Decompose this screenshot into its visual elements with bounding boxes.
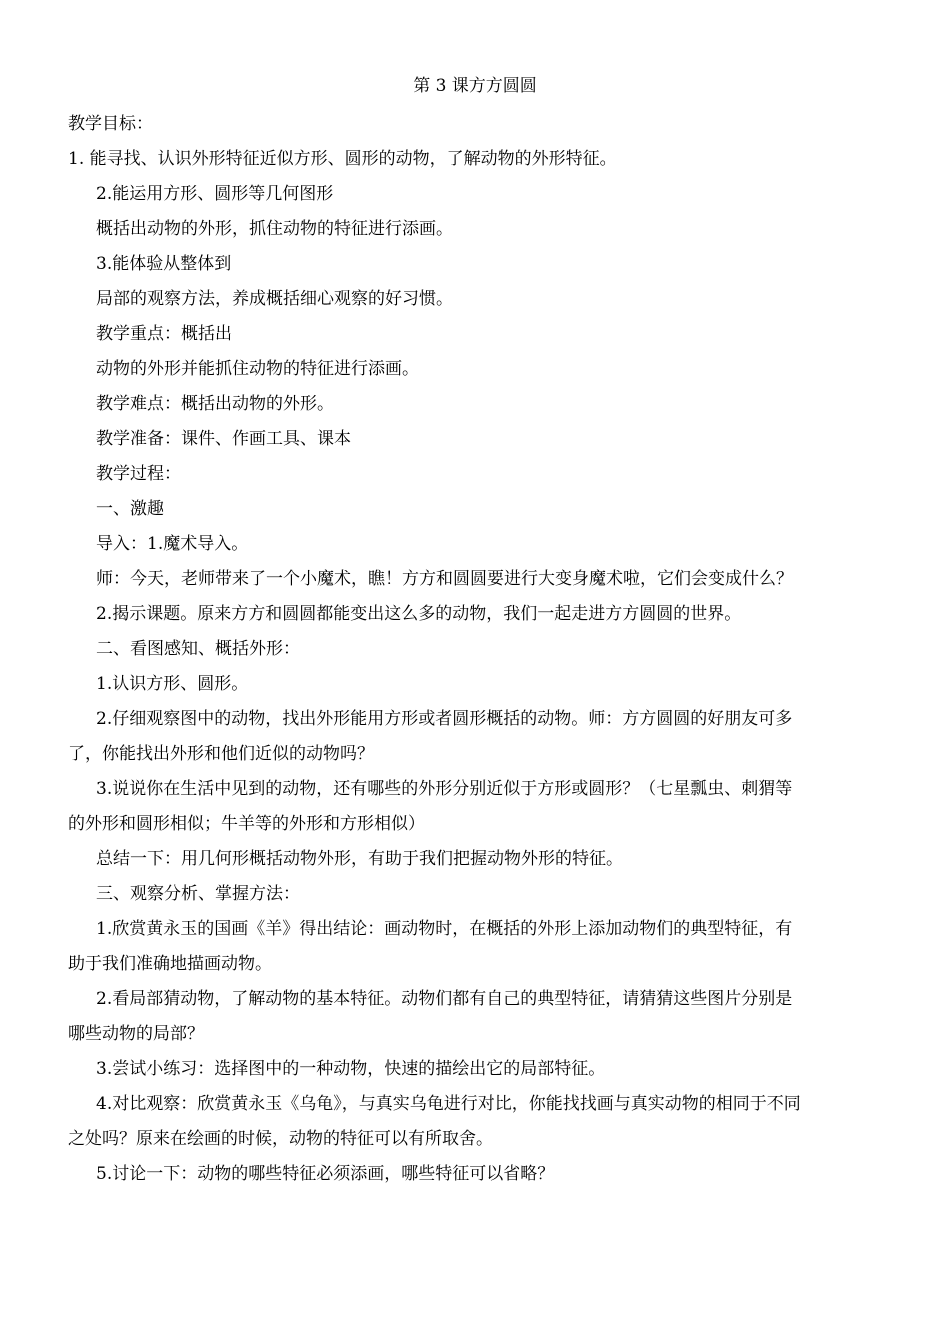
preparation: 教学准备：课件、作画工具、课本 (96, 429, 351, 449)
section-3-item-5: 5.讨论一下：动物的哪些特征必须添画，哪些特征可以省略？ (96, 1164, 555, 1184)
section-3-item-2-cont: 哪些动物的局部？ (68, 1024, 204, 1044)
section-2-item-3-cont: 的外形和圆形相似；牛羊等的外形和方形相似） (68, 814, 425, 834)
difficulty-point: 教学难点：概括出动物的外形。 (96, 394, 334, 414)
section-3-item-3: 3.尝试小练习：选择图中的一种动物，快速的描绘出它的局部特征。 (96, 1059, 606, 1079)
section-2-item-1: 1.认识方形、圆形。 (96, 674, 249, 694)
heading-process: 教学过程： (96, 464, 181, 484)
section-3-item-1-cont: 助于我们准确地描画动物。 (68, 954, 272, 974)
objective-item-3: 3.能体验从整体到 (96, 254, 232, 274)
section-3-item-2: 2.看局部猜动物，了解动物的基本特征。动物们都有自己的典型特征，请猜猜这些图片分别是 (96, 989, 793, 1009)
section-3-item-4-cont: 之处吗？原来在绘画的时候，动物的特征可以有所取舍。 (68, 1129, 493, 1149)
section-1-reveal-topic: 2.揭示课题。原来方方和圆圆都能变出这么多的动物，我们一起走进方方圆圆的世界。 (96, 604, 742, 624)
section-1-heading: 一、激趣 (96, 499, 164, 519)
objective-item-2: 2.能运用方形、圆形等几何图形 (96, 184, 334, 204)
objective-item-2-cont: 概括出动物的外形，抓住动物的特征进行添画。 (96, 219, 453, 239)
section-1-teacher-line: 师：今天，老师带来了一个小魔术，瞧！方方和圆圆要进行大变身魔术啦，它们会变成什么？ (96, 569, 793, 589)
section-3-item-4: 4.对比观察：欣赏黄永玉《乌龟》，与真实乌龟进行对比，你能找找画与真实动物的相同于不同 (96, 1094, 801, 1114)
key-point-cont: 动物的外形并能抓住动物的特征进行添画。 (96, 359, 419, 379)
heading-objectives: 教学目标： (68, 114, 153, 134)
section-3-item-1: 1.欣赏黄永玉的国画《羊》得出结论：画动物时，在概括的外形上添加动物们的典型特征，有 (96, 919, 793, 939)
section-2-item-2-cont: 了，你能找出外形和他们近似的动物吗？ (68, 744, 374, 764)
lesson-body (0, 112, 950, 1186)
section-2-summary: 总结一下：用几何形概括动物外形，有助于我们把握动物外形的特征。 (96, 849, 623, 869)
section-3-heading: 三、观察分析、掌握方法： (96, 884, 300, 904)
objective-item-1: 1. 能寻找、认识外形特征近似方形、圆形的动物，了解动物的外形特征。 (68, 149, 617, 169)
section-2-heading: 二、看图感知、概括外形： (96, 639, 300, 659)
page-title: 第 3 课方方圆圆 (413, 76, 537, 96)
section-2-item-3: 3.说说你在生活中见到的动物，还有哪些的外形分别近似于方形或圆形？（七星瓢虫、刺猬等 (96, 779, 793, 799)
objective-item-3-cont: 局部的观察方法，养成概括细心观察的好习惯。 (96, 289, 453, 309)
section-2-item-2: 2.仔细观察图中的动物，找出外形能用方形或者圆形概括的动物。师：方方圆圆的好朋友可多 (96, 709, 793, 729)
section-1-intro: 导入：1.魔术导入。 (96, 534, 249, 554)
key-point-label: 教学重点：概括出 (96, 324, 232, 344)
